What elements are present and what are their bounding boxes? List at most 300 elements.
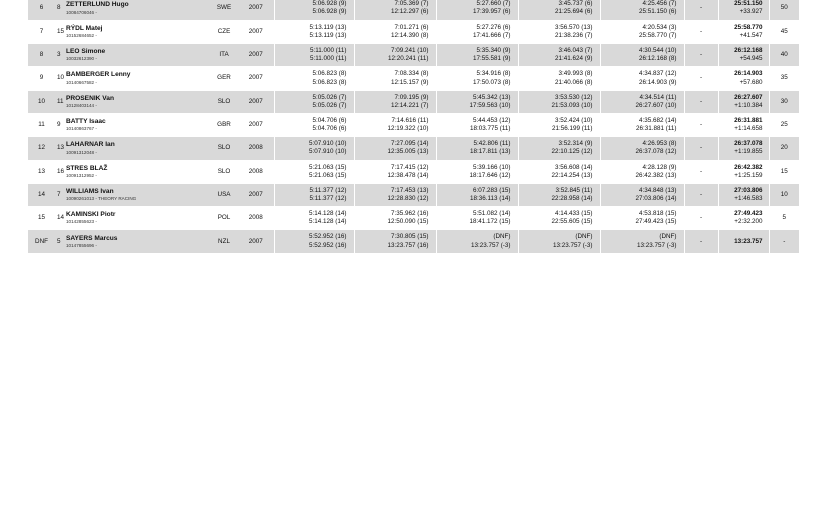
stage-time: 5:45.342 (13) (473, 93, 511, 101)
total-cell (718, 44, 769, 67)
time-behind: +54.945 (739, 55, 763, 63)
total-cell (718, 90, 769, 113)
rider-name: BAMBERGER Lenny (66, 71, 131, 79)
bib-cell: 9 (55, 113, 66, 136)
rider-cell (66, 0, 210, 20)
cumulative-time: 5:06.928 (9) (312, 8, 347, 16)
bib-cell: 10 (55, 67, 66, 90)
cumulative-time: 5:07.910 (10) (309, 148, 347, 156)
cumulative-time: 5:13.119 (13) (309, 31, 347, 39)
stage-time-cell (518, 183, 600, 206)
stage-time-cell (600, 90, 684, 113)
stage-time-cell (354, 137, 436, 160)
stage-time: 4:14.433 (15) (555, 210, 593, 218)
cumulative-time: 12:28.830 (12) (387, 195, 429, 203)
cumulative-time: 12:20.241 (11) (388, 55, 429, 63)
stage-time-cell (354, 90, 436, 113)
nation-cell: SLO (210, 137, 238, 160)
cumulative-time: 5:21.063 (15) (309, 171, 347, 179)
stage-time-cell (354, 20, 436, 43)
points-cell: 5 (769, 207, 799, 230)
stage-time-cell (518, 44, 600, 67)
table-row (28, 67, 799, 90)
rider-name: LAHARNAR Ian (66, 141, 115, 149)
points-cell: 50 (769, 0, 799, 20)
stage-time: 5:39.166 (10) (473, 163, 511, 171)
stage-time: 5:27.660 (7) (476, 0, 511, 8)
stage-time: 5:52.952 (16) (309, 233, 347, 241)
time-behind: +57.680 (739, 78, 763, 86)
stage-time: 3:52.424 (10) (555, 116, 593, 124)
stage-time: 4:25.456 (7) (642, 0, 677, 8)
cumulative-time: 22:10.125 (12) (551, 148, 593, 156)
cumulative-time: 12:12.297 (6) (391, 8, 429, 16)
rider-cell (66, 137, 210, 160)
penalty-cell: - (684, 183, 718, 206)
stage-time-cell (354, 113, 436, 136)
stage-time: 5:07.910 (10) (309, 140, 347, 148)
stage-time-cell (354, 0, 436, 20)
rider-cell (66, 230, 210, 253)
table-row (28, 137, 799, 160)
stage-time: 7:17.415 (12) (391, 163, 429, 171)
rider-name: RÝDL Matej (66, 24, 103, 32)
nation-cell: GER (210, 67, 238, 90)
stage-time: 3:52.845 (11) (555, 186, 593, 194)
stage-time-cell (600, 44, 684, 67)
points-cell: 45 (769, 20, 799, 43)
time-behind: +41.547 (739, 31, 763, 39)
cumulative-time: 13:23.757 (16) (387, 241, 429, 249)
nation-cell: ITA (210, 44, 238, 67)
stage-time-cell (354, 207, 436, 230)
points-cell: 10 (769, 183, 799, 206)
rank-cell: 7 (28, 20, 55, 43)
stage-time: 5:35.340 (9) (476, 47, 511, 55)
stage-time: 7:01.271 (6) (394, 23, 429, 31)
stage-time-cell (436, 183, 518, 206)
year-of-birth-cell: 2007 (238, 183, 274, 206)
total-time: 26:14.903 (734, 70, 763, 78)
uci-id: 10084706046 - (66, 9, 97, 15)
stage-time: 4:34.848 (13) (639, 186, 677, 194)
stage-time-cell (354, 160, 436, 183)
stage-time-cell (436, 90, 518, 113)
cumulative-time: 21:41.624 (9) (555, 55, 593, 63)
stage-time: 3:56.570 (13) (555, 23, 593, 31)
stage-time-cell (600, 160, 684, 183)
table-row (28, 207, 799, 230)
penalty-cell: - (684, 207, 718, 230)
points-cell: - (769, 230, 799, 253)
stage-time: 7:09.195 (9) (394, 93, 429, 101)
stage-time-cell (600, 113, 684, 136)
nation-cell: POL (210, 207, 238, 230)
total-cell (718, 67, 769, 90)
stage-time: 4:53.818 (15) (639, 210, 677, 218)
cumulative-time: 5:11.377 (12) (309, 195, 347, 203)
rank-cell: 13 (28, 160, 55, 183)
stage-time-cell (600, 67, 684, 90)
stage-time: (DNF) (659, 233, 677, 241)
stage-time-cell (436, 0, 518, 20)
total-cell (718, 0, 769, 20)
cumulative-time: 12:14.221 (7) (391, 101, 429, 109)
time-behind: +33.927 (739, 8, 763, 16)
stage-time-cell (518, 0, 600, 20)
rank-cell: DNF (28, 230, 55, 253)
penalty-cell: - (684, 113, 718, 136)
cumulative-time: 12:35.005 (13) (387, 148, 429, 156)
total-time: 25:51.150 (734, 0, 763, 8)
stage-time: 4:30.544 (10) (639, 47, 677, 55)
stage-time: 4:26.953 (8) (642, 140, 677, 148)
stage-time-cell (274, 44, 354, 67)
total-time: 27:03.806 (734, 186, 763, 194)
cumulative-time: 13:23.757 (-3) (552, 241, 593, 249)
rank-cell: 11 (28, 113, 55, 136)
year-of-birth-cell: 2007 (238, 113, 274, 136)
stage-time-cell (354, 67, 436, 90)
stage-time: 7:35.962 (16) (391, 210, 429, 218)
stage-time-cell (274, 67, 354, 90)
stage-time-cell (600, 20, 684, 43)
uci-id: 10140863767 - (66, 126, 97, 132)
year-of-birth-cell: 2007 (238, 90, 274, 113)
stage-time: 5:11.377 (12) (309, 186, 347, 194)
stage-time-cell (518, 20, 600, 43)
stage-time: 5:51.082 (14) (473, 210, 511, 218)
cumulative-time: 18:03.775 (11) (470, 125, 511, 133)
stage-time: 3:52.314 (9) (558, 140, 593, 148)
stage-time: 5:13.119 (13) (309, 23, 347, 31)
bib-cell: 11 (55, 90, 66, 113)
year-of-birth-cell: 2007 (238, 20, 274, 43)
stage-time: (DNF) (575, 233, 593, 241)
stage-time-cell (518, 113, 600, 136)
rider-name: KAMINSKI Piotr (66, 211, 116, 219)
cumulative-time: 5:05.026 (7) (312, 101, 347, 109)
rider-name: SAYERS Marcus (66, 234, 118, 242)
cumulative-time: 17:59.563 (10) (469, 101, 511, 109)
stage-time-cell (600, 230, 684, 253)
rider-name: LEO Simone (66, 48, 106, 56)
penalty-cell: - (684, 44, 718, 67)
table-row (28, 90, 799, 113)
cumulative-time: 12:50.090 (15) (387, 218, 429, 226)
stage-time-cell (600, 207, 684, 230)
stage-time-cell (274, 20, 354, 43)
rider-cell (66, 160, 210, 183)
stage-time: 3:45.737 (6) (558, 0, 593, 8)
stage-time-cell (436, 44, 518, 67)
cumulative-time: 17:50.073 (8) (473, 78, 511, 86)
stage-time-cell (274, 113, 354, 136)
total-time: 13:23.757 (734, 237, 763, 245)
penalty-cell: - (684, 67, 718, 90)
stage-time: 5:05.026 (7) (312, 93, 347, 101)
cumulative-time: 5:14.128 (14) (309, 218, 347, 226)
cumulative-time: 26:31.881 (11) (636, 125, 677, 133)
stage-time-cell (518, 137, 600, 160)
stage-time-cell (518, 160, 600, 183)
nation-cell: SLO (210, 160, 238, 183)
points-cell: 20 (769, 137, 799, 160)
stage-time: 5:14.128 (14) (309, 210, 347, 218)
stage-time-cell (354, 44, 436, 67)
stage-time: 5:06.823 (8) (312, 70, 347, 78)
stage-time: 5:21.063 (15) (309, 163, 347, 171)
total-cell (718, 183, 769, 206)
stage-time-cell (436, 137, 518, 160)
stage-time: 4:34.837 (12) (639, 70, 677, 78)
rider-cell (66, 113, 210, 136)
time-behind: +2:32.200 (734, 218, 763, 226)
penalty-cell: - (684, 90, 718, 113)
stage-time-cell (518, 230, 600, 253)
uci-id: 10147855696 - (66, 242, 97, 248)
table-row (28, 230, 799, 253)
stage-time-cell (274, 137, 354, 160)
stage-time-cell (436, 113, 518, 136)
stage-time: 7:09.241 (10) (391, 47, 429, 55)
total-time: 26:27.607 (734, 93, 763, 101)
cumulative-time: 5:11.000 (11) (309, 55, 347, 63)
table-row (28, 183, 799, 206)
stage-time-cell (274, 90, 354, 113)
results-body (28, 0, 799, 253)
cumulative-time: 25:58.770 (7) (639, 31, 677, 39)
cumulative-time: 18:17.646 (12) (469, 171, 511, 179)
rider-cell (66, 183, 210, 206)
total-time: 26:37.078 (734, 140, 763, 148)
total-cell (718, 20, 769, 43)
stage-time: 7:14.616 (11) (391, 116, 429, 124)
cumulative-time: 27:49.423 (15) (635, 218, 677, 226)
cumulative-time: 12:38.478 (14) (387, 171, 429, 179)
time-behind: +1:10.384 (734, 101, 763, 109)
year-of-birth-cell: 2007 (238, 230, 274, 253)
rank-cell: 15 (28, 207, 55, 230)
stage-time: 6:07.283 (15) (473, 186, 511, 194)
time-behind: +1:46.583 (734, 195, 763, 203)
time-behind: +1:19.855 (734, 148, 763, 156)
rank-cell: 6 (28, 0, 55, 20)
uci-id: 10091312952 - (66, 172, 97, 178)
total-cell (718, 207, 769, 230)
stage-time-cell (518, 90, 600, 113)
year-of-birth-cell: 2007 (238, 44, 274, 67)
stage-time-cell (354, 230, 436, 253)
cumulative-time: 25:51.150 (6) (639, 8, 677, 16)
stage-time-cell (274, 207, 354, 230)
uci-id: 10090261013 - THEORY RACING (66, 196, 137, 202)
stage-time: 5:44.453 (12) (473, 116, 511, 124)
rider-cell (66, 44, 210, 67)
rank-cell: 14 (28, 183, 55, 206)
cumulative-time: 13:23.757 (-3) (470, 241, 511, 249)
cumulative-time: 17:55.581 (9) (473, 55, 511, 63)
bib-cell: 14 (55, 207, 66, 230)
nation-cell: SWE (210, 0, 238, 20)
bib-cell: 15 (55, 20, 66, 43)
stage-time: 4:34.514 (11) (639, 93, 677, 101)
bib-cell: 16 (55, 160, 66, 183)
table-row (28, 44, 799, 67)
year-of-birth-cell: 2008 (238, 207, 274, 230)
stage-time-cell (274, 160, 354, 183)
stage-time: 5:27.276 (6) (476, 23, 511, 31)
stage-time: 3:46.043 (7) (558, 47, 593, 55)
total-cell (718, 160, 769, 183)
points-cell: 40 (769, 44, 799, 67)
cumulative-time: 17:41.666 (7) (473, 31, 511, 39)
cumulative-time: 5:06.823 (8) (312, 78, 347, 86)
nation-cell: SLO (210, 90, 238, 113)
rider-name: ZETTERLUND Hugo (66, 1, 129, 9)
nation-cell: NZL (210, 230, 238, 253)
stage-time-cell (436, 67, 518, 90)
total-cell (718, 137, 769, 160)
rank-cell: 8 (28, 44, 55, 67)
points-cell: 15 (769, 160, 799, 183)
total-time: 26:12.168 (734, 47, 763, 55)
stage-time-cell (600, 137, 684, 160)
stage-time-cell (518, 207, 600, 230)
cumulative-time: 21:53.093 (10) (551, 101, 593, 109)
stage-time: 5:42.806 (11) (473, 140, 511, 148)
cumulative-time: 21:56.199 (11) (552, 125, 593, 133)
stage-time: 5:04.706 (6) (312, 116, 347, 124)
cumulative-time: 26:14.903 (9) (639, 78, 677, 86)
cumulative-time: 26:37.078 (12) (635, 148, 677, 156)
rider-name: STRES BLAŽ (66, 164, 108, 172)
stage-time: 7:08.334 (8) (394, 70, 429, 78)
cumulative-time: 18:17.811 (13) (470, 148, 511, 156)
total-time: 27:49.423 (734, 210, 763, 218)
cumulative-time: 26:12.168 (8) (639, 55, 677, 63)
stage-time: 4:35.682 (14) (639, 116, 677, 124)
stage-time-cell (600, 0, 684, 20)
stage-time-cell (518, 67, 600, 90)
stage-time-cell (274, 0, 354, 20)
stage-time: 5:11.000 (11) (309, 47, 347, 55)
year-of-birth-cell: 2007 (238, 67, 274, 90)
uci-id: 10091312048 - (66, 149, 97, 155)
stage-time: 7:17.453 (13) (391, 186, 429, 194)
stage-time: 5:06.928 (9) (312, 0, 347, 8)
nation-cell: GBR (210, 113, 238, 136)
rider-cell (66, 207, 210, 230)
rider-name: WILLIAMS Ivan (66, 187, 114, 195)
cumulative-time: 5:04.706 (6) (312, 125, 347, 133)
cumulative-time: 22:14.254 (13) (551, 171, 593, 179)
penalty-cell: - (684, 230, 718, 253)
total-cell (718, 113, 769, 136)
stage-time: 7:30.805 (15) (391, 233, 429, 241)
total-time: 26:31.881 (734, 116, 763, 124)
rider-cell (66, 90, 210, 113)
uci-id: 10152684652 - (66, 33, 97, 39)
penalty-cell: - (684, 0, 718, 20)
stage-time: 3:53.530 (12) (555, 93, 593, 101)
rider-cell (66, 67, 210, 90)
stage-time-cell (274, 183, 354, 206)
cumulative-time: 5:52.952 (16) (309, 241, 347, 249)
cumulative-time: 26:42.382 (13) (635, 171, 677, 179)
cumulative-time: 12:14.390 (8) (391, 31, 429, 39)
stage-time-cell (354, 183, 436, 206)
time-behind: +1:14.658 (734, 125, 763, 133)
stage-time: 7:05.369 (7) (394, 0, 429, 8)
time-behind: +1:25.159 (734, 171, 763, 179)
table-row (28, 0, 799, 20)
uci-id: 10142855623 - (66, 219, 97, 225)
table-row (28, 20, 799, 43)
penalty-cell: - (684, 137, 718, 160)
bib-cell: 13 (55, 137, 66, 160)
penalty-cell: - (684, 160, 718, 183)
cumulative-time: 18:41.172 (15) (469, 218, 511, 226)
stage-time: 7:27.095 (14) (391, 140, 429, 148)
bib-cell: 5 (55, 230, 66, 253)
rank-cell: 12 (28, 137, 55, 160)
cumulative-time: 18:36.113 (14) (470, 195, 511, 203)
cumulative-time: 13:23.757 (-3) (636, 241, 677, 249)
cumulative-time: 12:15.157 (9) (391, 78, 429, 86)
nation-cell: CZE (210, 20, 238, 43)
rank-cell: 9 (28, 67, 55, 90)
cumulative-time: 22:55.605 (15) (551, 218, 593, 226)
cumulative-time: 22:28.958 (14) (551, 195, 593, 203)
cumulative-time: 21:38.236 (7) (555, 31, 593, 39)
stage-time-cell (436, 20, 518, 43)
nation-cell: USA (210, 183, 238, 206)
stage-time: 3:49.993 (8) (558, 70, 593, 78)
year-of-birth-cell: 2008 (238, 160, 274, 183)
stage-time-cell (436, 160, 518, 183)
stage-time: 4:20.534 (3) (642, 23, 677, 31)
stage-time: 3:56.608 (14) (555, 163, 593, 171)
stage-time: 4:28.128 (9) (642, 163, 677, 171)
rider-cell (66, 20, 210, 43)
stage-time-cell (436, 230, 518, 253)
bib-cell: 7 (55, 183, 66, 206)
total-time: 25:58.770 (734, 23, 763, 31)
cumulative-time: 21:40.066 (8) (555, 78, 593, 86)
stage-time-cell (274, 230, 354, 253)
rider-name: BATTY Isaac (66, 118, 106, 126)
uci-id: 10128403144 - (66, 102, 97, 108)
cumulative-time: 21:25.694 (6) (555, 8, 593, 16)
uci-id: 10032612390 - (66, 56, 97, 62)
bib-cell: 8 (55, 0, 66, 20)
cumulative-time: 26:27.607 (10) (635, 101, 677, 109)
year-of-birth-cell: 2007 (238, 0, 274, 20)
total-cell (718, 230, 769, 253)
points-cell: 30 (769, 90, 799, 113)
results-table (28, 0, 799, 254)
stage-time: (DNF) (493, 233, 511, 241)
cumulative-time: 27:03.806 (14) (635, 195, 677, 203)
cumulative-time: 12:19.322 (10) (387, 125, 429, 133)
points-cell: 25 (769, 113, 799, 136)
points-cell: 35 (769, 67, 799, 90)
cumulative-time: 17:39.957 (6) (473, 8, 511, 16)
rider-name: PROSENIK Van (66, 94, 115, 102)
table-row (28, 113, 799, 136)
bib-cell: 3 (55, 44, 66, 67)
